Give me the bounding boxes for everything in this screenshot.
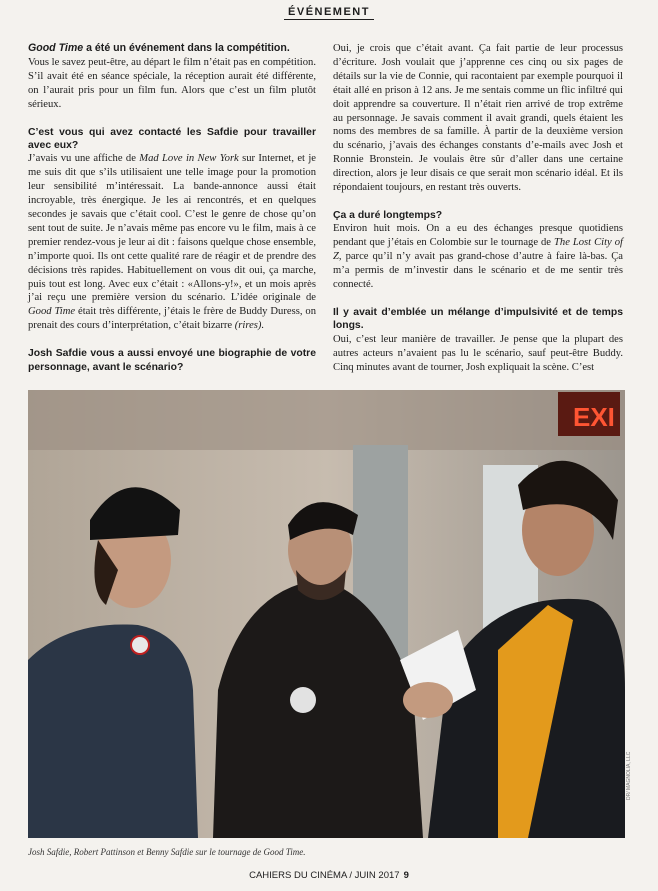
- caption-film-title: Good Time.: [263, 847, 306, 857]
- photo-caption: [28, 847, 305, 857]
- answer-text: était très différente, j’étais le frère de Buddy Duress, on prenait des cours d’interprétation, c’était bizarre: [28, 306, 316, 332]
- answer-text: , parce qu’il n’y avait pas grand-chose d’autre à faire là-bas. Ça m’a permis de m’investir dans le scénario et de me sentir très connecté.: [333, 251, 623, 290]
- answer-text: J’avais vu une affiche de: [28, 153, 140, 165]
- caption-text: Josh Safdie, Robert Pattinson et Benny Safdie sur le tournage de: [28, 847, 264, 857]
- answer-text: Vous le savez peut-être, au départ le film n’était pas en compétition. S’il avait été en séance spéciale, la réception aurait été différente, on l’aurait pris pour un film fun. Alors que c’est un film plutôt sérieux.: [28, 56, 316, 110]
- production-photo: [28, 390, 625, 838]
- answer-paragraph: [28, 152, 316, 333]
- exit-sign-text: EXI: [573, 402, 615, 432]
- laughter-note: (rires).: [234, 320, 265, 332]
- answer-paragraph: Oui, c’est leur manière de travailler. Je pense que la plupart des autres acteurs n’avaient pas lu le scénario, sauf peut-être Buddy. Cinq minutes avant de tourner, Josh expliquait la scène. C’est: [333, 333, 623, 373]
- answer-paragraph: [333, 222, 623, 292]
- photo-credit: DR/ MAGNOLIA, LLC: [626, 751, 632, 800]
- lead-paragraph: [28, 42, 316, 112]
- magazine-issue: CAHIERS DU CINÉMA / JUIN 2017: [249, 870, 400, 881]
- answer-text: sur Internet, et je me suis dit que s’ils utilisaient une telle image pour la promotion leur sensibilité m’intéressait. La bande-annonce aussi était incroyable, très énergique. Je les ai rencontrés, et en quelques secondes je savais que c’était cool. C’est le genre de chose qu’on sent tout de suite. Je n’avais même pas encore vu le film, mais à ce premier rendez-vous je leur ai dit : faisons quelque chose ensemble, n’importe quoi. Ils ont cette qualité rare de réagir et de prendre des décisions très rapides. Habituellement on vous dit oui, ça marche, puis tout est long. Avec eux c’était : «Allons-y!», et un mois après j’ai reçu une première version du scénario. L’idée originale de: [28, 153, 316, 304]
- film-title: The Lost City of Z: [333, 237, 623, 263]
- film-title: Good Time: [28, 306, 76, 318]
- page-footer: [0, 870, 658, 881]
- answer-text: Environ huit mois. On a eu des échanges presque quotidiens pendant que j’étais en Colombie sur le tournage de: [333, 223, 623, 249]
- page-number: 9: [403, 870, 409, 881]
- left-column: [28, 42, 316, 374]
- question-heading: Ça a duré longtemps?: [333, 209, 443, 221]
- photo-illustration: [28, 390, 625, 838]
- question-heading: C’est vous qui avez contacté les Safdie pour travailler avec eux?: [28, 126, 316, 151]
- question-heading: Il y avait d’emblée un mélange d’impulsivité et de temps longs.: [333, 306, 623, 332]
- section-label: [0, 6, 658, 20]
- right-column: [333, 42, 623, 374]
- question-heading: Josh Safdie vous a aussi envoyé une biographie de votre personnage, avant le scénario?: [28, 348, 316, 373]
- lead-film-title: Good Time: [28, 42, 84, 54]
- section-label-text: ÉVÉNEMENT: [284, 6, 374, 20]
- answer-paragraph: Oui, je crois que c’était avant. Ça fait partie de leur processus d’écriture. Josh voulait que j’apprenne ces cinq ou six pages de détails sur la vie de Connie, qui racontaient par exemple pourquoi il était allé en prison à 12 ans. Je me sentais comme un flic infiltré qui doit apprendre sa couverture. Il n’était rien arrivé de trop extrême au personnage. Je savais comment il avait grandi, quels étaient les noms des membres de sa famille. À partir de la deuxième version du scénario, j’avais des échanges constants d’e-mails avec Josh et Ronnie Bronstein. Je voulais être sûr d’aller dans une certaine direction, alors je leur disais ce que serait mon scénario idéal. Et ils répondaient toujours, en restant très ouverts.: [333, 43, 623, 194]
- lead-statement: a été un événement dans la compétition.: [83, 42, 290, 54]
- film-title: Mad Love in New York: [139, 153, 239, 165]
